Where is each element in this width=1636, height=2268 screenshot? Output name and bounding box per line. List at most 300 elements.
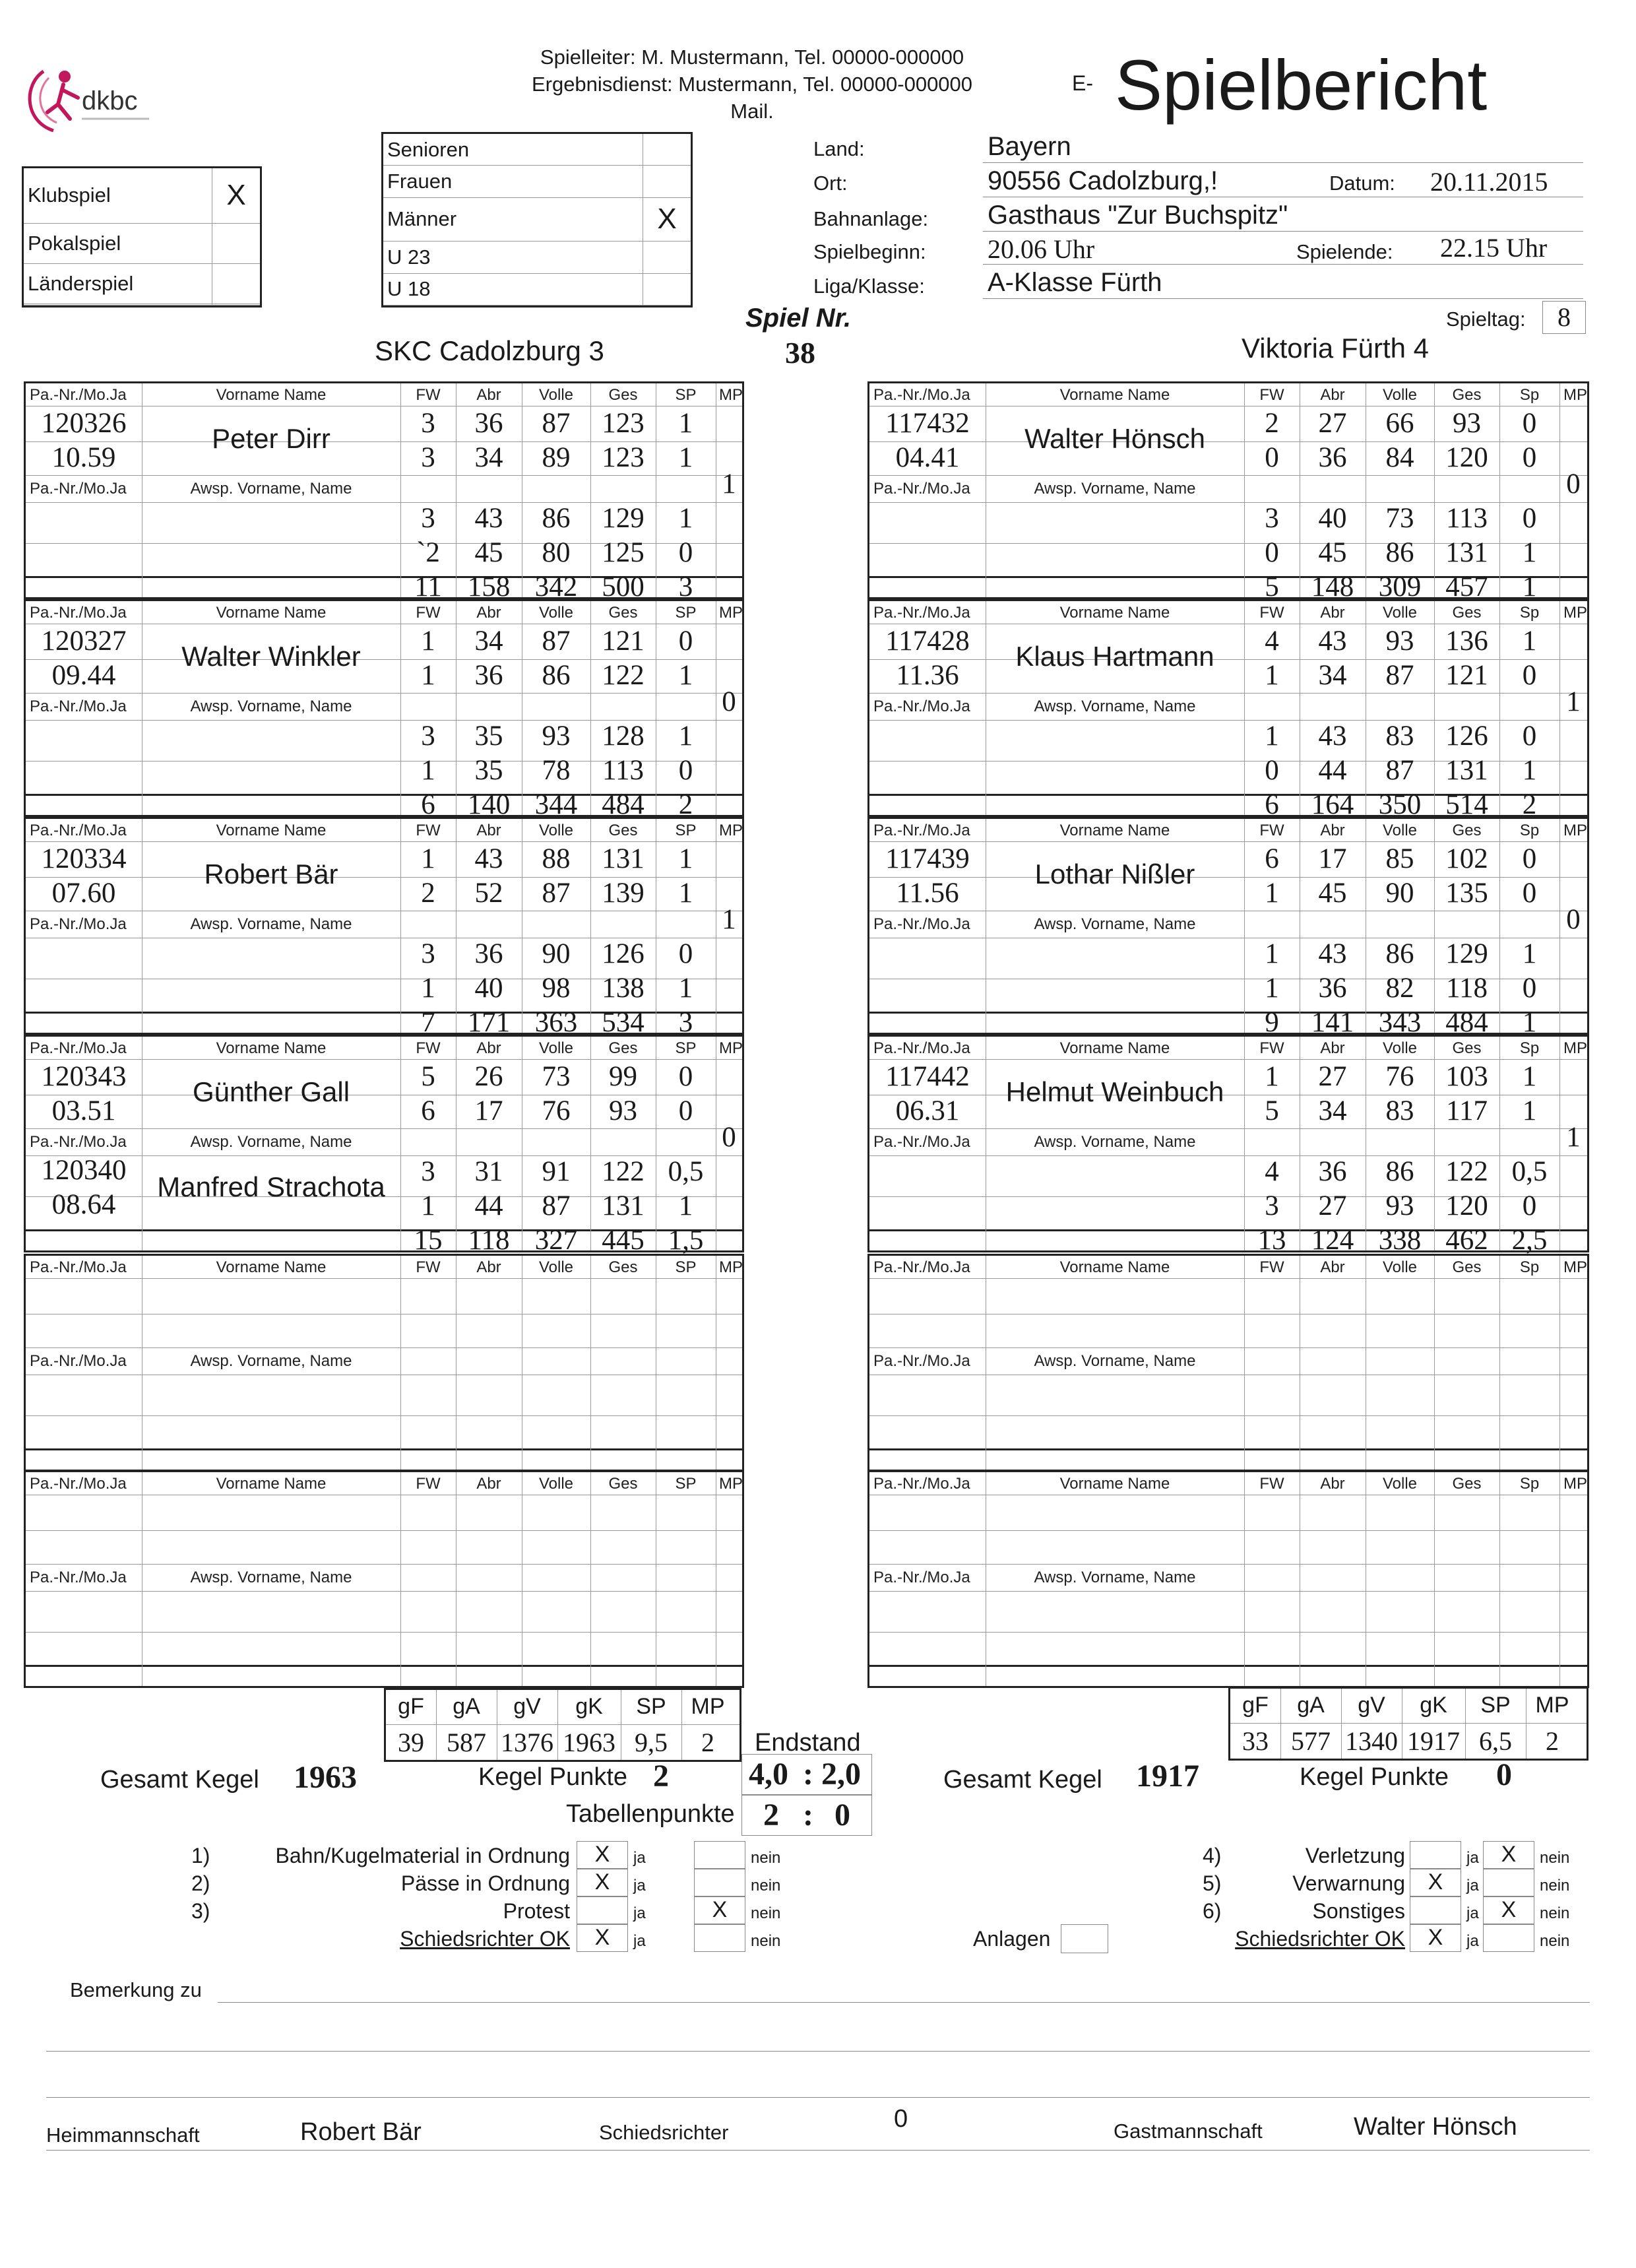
totals-value[interactable]: 9,5 bbox=[635, 1728, 668, 1757]
score-cell[interactable]: 103 bbox=[1445, 1061, 1488, 1092]
totals-value[interactable]: 1963 bbox=[563, 1728, 615, 1757]
spieltag-value[interactable]: 8 bbox=[1542, 301, 1586, 334]
score-cell[interactable]: 102 bbox=[1445, 843, 1488, 874]
player-name[interactable]: Walter Winkler bbox=[181, 641, 361, 672]
totals-value[interactable]: 577 bbox=[1291, 1726, 1331, 1756]
category-mark[interactable]: X bbox=[643, 197, 691, 242]
nein-checkbox[interactable]: X bbox=[694, 1896, 745, 1924]
total-cell[interactable]: 327 bbox=[534, 1225, 578, 1256]
player-month-year[interactable]: 03.51 bbox=[51, 1095, 116, 1126]
score-cell[interactable]: 131 bbox=[602, 1190, 645, 1221]
totals-value[interactable]: 6,5 bbox=[1479, 1726, 1512, 1756]
score-cell[interactable]: 89 bbox=[542, 442, 571, 473]
score-cell[interactable]: 98 bbox=[542, 973, 571, 1004]
score-cell[interactable]: 44 bbox=[474, 1190, 503, 1221]
game-type-mark[interactable] bbox=[212, 264, 261, 304]
category-mark[interactable] bbox=[643, 166, 691, 197]
total-cell[interactable]: 484 bbox=[1445, 1007, 1488, 1038]
score-cell[interactable]: 3 bbox=[421, 721, 435, 752]
score-cell[interactable]: 1 bbox=[421, 626, 435, 657]
total-cell[interactable]: 484 bbox=[602, 789, 645, 820]
score-cell[interactable]: 0 bbox=[678, 626, 693, 657]
total-cell[interactable]: 445 bbox=[602, 1225, 645, 1256]
spiel-nr-value[interactable]: 38 bbox=[785, 336, 815, 370]
player-name[interactable]: Klaus Hartmann bbox=[1015, 641, 1214, 672]
score-cell[interactable]: 1 bbox=[1522, 626, 1537, 657]
totals-value[interactable]: 587 bbox=[447, 1728, 486, 1757]
score-cell[interactable]: 26 bbox=[474, 1061, 503, 1092]
score-cell[interactable]: 136 bbox=[1445, 626, 1488, 657]
nein-checkbox[interactable] bbox=[694, 1924, 745, 1952]
total-cell[interactable]: 344 bbox=[534, 789, 578, 820]
score-cell[interactable]: 27 bbox=[1318, 1061, 1347, 1092]
score-cell[interactable]: 3 bbox=[421, 938, 435, 969]
player-month-year[interactable]: 09.44 bbox=[51, 660, 116, 691]
total-cell[interactable]: 1,5 bbox=[668, 1225, 704, 1256]
score-cell[interactable]: 1 bbox=[678, 408, 693, 439]
score-cell[interactable]: 3 bbox=[421, 1156, 435, 1187]
game-type-mark[interactable]: X bbox=[212, 168, 261, 223]
score-cell[interactable]: 1 bbox=[1265, 660, 1279, 691]
total-cell[interactable]: 363 bbox=[534, 1007, 578, 1038]
score-cell[interactable]: 34 bbox=[1318, 660, 1347, 691]
ja-checkbox[interactable] bbox=[1410, 1896, 1461, 1924]
score-cell[interactable]: 86 bbox=[1385, 938, 1414, 969]
total-cell[interactable]: 140 bbox=[467, 789, 511, 820]
score-cell[interactable]: 3 bbox=[1265, 1190, 1279, 1221]
game-type-mark[interactable] bbox=[212, 304, 261, 306]
endstand-home[interactable]: 4,0 bbox=[749, 1757, 788, 1792]
score-cell[interactable]: 139 bbox=[602, 878, 645, 909]
score-cell[interactable]: 118 bbox=[1446, 973, 1488, 1004]
player-name[interactable]: Robert Bär bbox=[204, 859, 338, 890]
score-cell[interactable]: 1 bbox=[678, 442, 693, 473]
land-value[interactable]: Bayern bbox=[988, 132, 1071, 161]
ja-checkbox[interactable]: X bbox=[577, 1869, 628, 1896]
score-cell[interactable]: 36 bbox=[474, 408, 503, 439]
score-cell[interactable]: 87 bbox=[542, 1190, 571, 1221]
total-cell[interactable]: 343 bbox=[1378, 1007, 1422, 1038]
total-cell[interactable]: 164 bbox=[1311, 789, 1354, 820]
nein-checkbox[interactable]: X bbox=[1483, 1896, 1534, 1924]
total-cell[interactable]: 158 bbox=[467, 571, 511, 602]
total-cell[interactable]: 171 bbox=[467, 1007, 511, 1038]
score-cell[interactable]: 122 bbox=[1445, 1156, 1488, 1187]
total-cell[interactable]: 7 bbox=[421, 1007, 435, 1038]
score-cell[interactable]: 113 bbox=[1446, 503, 1488, 534]
sub-month-year[interactable]: 08.64 bbox=[51, 1189, 116, 1220]
score-cell[interactable]: 6 bbox=[1265, 843, 1279, 874]
total-cell[interactable]: 2 bbox=[1522, 789, 1537, 820]
ja-checkbox[interactable]: X bbox=[577, 1924, 628, 1952]
score-cell[interactable]: 90 bbox=[1385, 878, 1414, 909]
score-cell[interactable]: 1 bbox=[1522, 938, 1537, 969]
score-cell[interactable]: 36 bbox=[474, 938, 503, 969]
endstand-guest[interactable]: 2,0 bbox=[821, 1757, 861, 1792]
score-cell[interactable]: 120 bbox=[1445, 442, 1488, 473]
score-cell[interactable]: 121 bbox=[1445, 660, 1488, 691]
player-month-year[interactable]: 04.41 bbox=[895, 442, 960, 473]
score-cell[interactable]: 86 bbox=[1385, 537, 1414, 568]
score-cell[interactable]: 34 bbox=[474, 626, 503, 657]
anlagen-box[interactable] bbox=[1061, 1924, 1108, 1953]
total-cell[interactable]: 2,5 bbox=[1511, 1225, 1548, 1256]
score-cell[interactable]: 131 bbox=[1445, 537, 1488, 568]
player-month-year[interactable]: 10.59 bbox=[51, 442, 116, 473]
score-cell[interactable]: 88 bbox=[542, 843, 571, 874]
score-cell[interactable]: 0 bbox=[1522, 408, 1537, 439]
score-cell[interactable]: 17 bbox=[1318, 843, 1347, 874]
score-cell[interactable]: 99 bbox=[609, 1061, 637, 1092]
total-cell[interactable]: 124 bbox=[1311, 1225, 1354, 1256]
score-cell[interactable]: 123 bbox=[602, 442, 645, 473]
score-cell[interactable]: 1 bbox=[421, 660, 435, 691]
total-cell[interactable]: 1 bbox=[1522, 571, 1537, 602]
total-cell[interactable]: 2 bbox=[678, 789, 693, 820]
score-cell[interactable]: 43 bbox=[1318, 626, 1347, 657]
score-cell[interactable]: 82 bbox=[1385, 973, 1414, 1004]
score-cell[interactable]: 0 bbox=[1522, 878, 1537, 909]
score-cell[interactable]: 40 bbox=[1318, 503, 1347, 534]
sub-pass-number[interactable]: 120340 bbox=[41, 1155, 127, 1186]
ja-checkbox[interactable]: X bbox=[577, 1841, 628, 1869]
score-cell[interactable]: 27 bbox=[1318, 408, 1347, 439]
score-cell[interactable]: 87 bbox=[542, 408, 571, 439]
player-pass-number[interactable]: 117439 bbox=[885, 843, 970, 874]
score-cell[interactable]: 0 bbox=[1522, 843, 1537, 874]
score-cell[interactable]: 80 bbox=[542, 537, 571, 568]
player-pass-number[interactable]: 117432 bbox=[885, 408, 970, 439]
score-cell[interactable]: 86 bbox=[542, 503, 571, 534]
player-name[interactable]: Peter Dirr bbox=[212, 423, 330, 454]
score-cell[interactable]: 36 bbox=[1318, 1156, 1347, 1187]
player-month-year[interactable]: 11.36 bbox=[896, 660, 959, 691]
total-cell[interactable]: 514 bbox=[1445, 789, 1488, 820]
player-pass-number[interactable]: 117442 bbox=[885, 1061, 970, 1092]
score-cell[interactable]: 0 bbox=[678, 1095, 693, 1126]
score-cell[interactable]: 1 bbox=[678, 843, 693, 874]
totals-value[interactable]: 1917 bbox=[1407, 1726, 1460, 1756]
score-cell[interactable]: 45 bbox=[1318, 537, 1347, 568]
score-cell[interactable]: 120 bbox=[1445, 1190, 1488, 1221]
fw-header: FW bbox=[416, 1039, 441, 1057]
total-cell[interactable]: 457 bbox=[1445, 571, 1488, 602]
player-name[interactable]: Helmut Weinbuch bbox=[1005, 1076, 1224, 1107]
total-cell[interactable]: 338 bbox=[1378, 1225, 1422, 1256]
score-cell[interactable]: 40 bbox=[474, 973, 503, 1004]
score-cell[interactable]: 1 bbox=[678, 503, 693, 534]
score-cell[interactable]: 1 bbox=[1522, 755, 1537, 786]
col-divider bbox=[590, 1472, 591, 1686]
ja-checkbox[interactable] bbox=[1410, 1841, 1461, 1869]
score-cell[interactable]: 0 bbox=[1522, 721, 1537, 752]
score-cell[interactable]: 27 bbox=[1318, 1190, 1347, 1221]
totals-value[interactable]: 2 bbox=[701, 1728, 714, 1757]
totals-value[interactable]: 2 bbox=[1546, 1726, 1559, 1756]
score-cell[interactable]: 129 bbox=[1445, 938, 1488, 969]
score-cell[interactable]: 0 bbox=[1522, 660, 1537, 691]
score-cell[interactable]: 1 bbox=[1522, 537, 1537, 568]
spielende-value[interactable]: 22.15 Uhr bbox=[1440, 233, 1548, 263]
score-cell[interactable]: 44 bbox=[1318, 755, 1347, 786]
score-cell[interactable]: 73 bbox=[542, 1061, 571, 1092]
score-cell[interactable]: 43 bbox=[1318, 938, 1347, 969]
score-cell[interactable]: 2 bbox=[1265, 408, 1279, 439]
score-cell[interactable]: 87 bbox=[542, 878, 571, 909]
nein-checkbox[interactable] bbox=[694, 1869, 745, 1896]
player-name[interactable]: Günther Gall bbox=[192, 1076, 350, 1107]
score-cell[interactable]: 93 bbox=[609, 1095, 637, 1126]
score-cell[interactable]: 129 bbox=[602, 503, 645, 534]
category-mark[interactable] bbox=[643, 273, 691, 305]
total-cell[interactable]: 500 bbox=[602, 571, 645, 602]
score-cell[interactable]: 1 bbox=[1265, 721, 1279, 752]
totals-value[interactable]: 33 bbox=[1242, 1726, 1269, 1756]
total-cell[interactable]: 148 bbox=[1311, 571, 1354, 602]
score-cell[interactable]: 1 bbox=[678, 721, 693, 752]
score-cell[interactable]: 76 bbox=[1385, 1061, 1414, 1092]
score-cell[interactable]: 1 bbox=[1265, 973, 1279, 1004]
score-cell[interactable]: 138 bbox=[602, 973, 645, 1004]
category-mark[interactable] bbox=[643, 134, 691, 166]
score-cell[interactable]: 1 bbox=[421, 973, 435, 1004]
total-cell[interactable]: 15 bbox=[414, 1225, 443, 1256]
score-cell[interactable]: 1 bbox=[1522, 1095, 1537, 1126]
score-cell[interactable]: 86 bbox=[1385, 1156, 1414, 1187]
score-cell[interactable]: 76 bbox=[542, 1095, 571, 1126]
score-cell[interactable]: 17 bbox=[474, 1095, 503, 1126]
nein-checkbox[interactable] bbox=[694, 1841, 745, 1869]
score-cell[interactable]: 131 bbox=[1445, 755, 1488, 786]
datum-value[interactable]: 20.11.2015 bbox=[1430, 167, 1548, 197]
heim-signature[interactable]: Robert Bär bbox=[300, 2118, 422, 2146]
category-mark[interactable] bbox=[643, 242, 691, 273]
score-cell[interactable]: 1 bbox=[421, 1190, 435, 1221]
mp-value[interactable]: 0 bbox=[722, 686, 736, 717]
score-cell[interactable]: 66 bbox=[1385, 408, 1414, 439]
score-cell[interactable]: 0 bbox=[1522, 1190, 1537, 1221]
total-cell[interactable]: 141 bbox=[1311, 1007, 1354, 1038]
player-name[interactable]: Lothar Nißler bbox=[1034, 859, 1195, 890]
ja-checkbox[interactable]: X bbox=[1410, 1924, 1461, 1952]
ja-checkbox[interactable]: X bbox=[1410, 1869, 1461, 1896]
score-cell[interactable]: 0,5 bbox=[668, 1156, 704, 1187]
score-cell[interactable]: 78 bbox=[542, 755, 571, 786]
score-cell[interactable]: 43 bbox=[1318, 721, 1347, 752]
score-cell[interactable]: 3 bbox=[1265, 503, 1279, 534]
score-cell[interactable]: 126 bbox=[1445, 721, 1488, 752]
schiedsrichter-signature[interactable]: 0 bbox=[894, 2105, 908, 2133]
score-cell[interactable]: 123 bbox=[602, 408, 645, 439]
score-cell[interactable]: 2 bbox=[421, 878, 435, 909]
bahnanlage-value[interactable]: Gasthaus "Zur Buchspitz" bbox=[988, 201, 1288, 230]
score-cell[interactable]: 36 bbox=[474, 660, 503, 691]
player-pass-number[interactable]: 120343 bbox=[41, 1061, 127, 1092]
score-cell[interactable]: 31 bbox=[474, 1156, 503, 1187]
score-cell[interactable]: 1 bbox=[678, 1190, 693, 1221]
mp-value[interactable]: 0 bbox=[722, 1122, 736, 1153]
score-cell[interactable]: 0,5 bbox=[1511, 1156, 1548, 1187]
score-cell[interactable]: 0 bbox=[678, 755, 693, 786]
mp-value[interactable]: 0 bbox=[1566, 469, 1581, 500]
abr-header: Abr bbox=[476, 604, 501, 622]
total-cell[interactable]: 5 bbox=[1265, 571, 1279, 602]
mp-value[interactable]: 1 bbox=[722, 904, 736, 935]
score-cell[interactable]: 131 bbox=[602, 843, 645, 874]
player-month-year[interactable]: 07.60 bbox=[51, 878, 116, 909]
ort-value[interactable]: 90556 Cadolzburg,! bbox=[988, 166, 1218, 195]
player-pass-number[interactable]: 120327 bbox=[41, 626, 127, 657]
score-cell[interactable]: 34 bbox=[1318, 1095, 1347, 1126]
score-cell[interactable]: 3 bbox=[421, 442, 435, 473]
score-cell[interactable]: 1 bbox=[678, 878, 693, 909]
score-cell[interactable]: 91 bbox=[542, 1156, 571, 1187]
score-cell[interactable]: 0 bbox=[1522, 442, 1537, 473]
score-cell[interactable]: 1 bbox=[1522, 1061, 1537, 1092]
guest-kegelpunkte-value[interactable]: 0 bbox=[1496, 1757, 1512, 1792]
game-type-mark[interactable] bbox=[212, 223, 261, 263]
total-cell[interactable]: 462 bbox=[1445, 1225, 1488, 1256]
score-cell[interactable]: 4 bbox=[1265, 626, 1279, 657]
score-cell[interactable]: 6 bbox=[421, 1095, 435, 1126]
score-cell[interactable]: 121 bbox=[602, 626, 645, 657]
score-cell[interactable]: 86 bbox=[542, 660, 571, 691]
score-cell[interactable]: 3 bbox=[421, 408, 435, 439]
totals-value[interactable]: 1376 bbox=[501, 1728, 553, 1757]
score-cell[interactable]: 5 bbox=[421, 1061, 435, 1092]
score-cell[interactable]: 1 bbox=[1265, 1061, 1279, 1092]
totals-value[interactable]: 39 bbox=[398, 1728, 424, 1757]
score-cell[interactable]: 84 bbox=[1385, 442, 1414, 473]
score-cell[interactable]: 85 bbox=[1385, 843, 1414, 874]
score-cell[interactable]: 3 bbox=[421, 503, 435, 534]
mp-value[interactable]: 1 bbox=[722, 469, 736, 500]
total-cell[interactable]: 1 bbox=[1522, 1007, 1537, 1038]
total-cell[interactable]: 9 bbox=[1265, 1007, 1279, 1038]
score-cell[interactable]: 4 bbox=[1265, 1156, 1279, 1187]
score-cell[interactable]: 43 bbox=[474, 503, 503, 534]
score-cell[interactable]: 73 bbox=[1385, 503, 1414, 534]
home-kegelpunkte-value[interactable]: 2 bbox=[653, 1759, 669, 1794]
tabellenpunkte-home[interactable]: 2 bbox=[763, 1798, 779, 1832]
spielbeginn-value[interactable]: 20.06 Uhr bbox=[988, 234, 1095, 264]
score-cell[interactable]: 35 bbox=[474, 721, 503, 752]
guest-gesamt-value[interactable]: 1917 bbox=[1136, 1759, 1199, 1794]
score-cell[interactable]: `2 bbox=[416, 537, 440, 568]
totals-divider bbox=[1230, 1723, 1587, 1724]
liga-value[interactable]: A-Klasse Fürth bbox=[988, 268, 1162, 297]
mp-value[interactable]: 0 bbox=[1566, 904, 1581, 935]
total-cell[interactable]: 118 bbox=[468, 1225, 510, 1256]
score-cell[interactable]: 1 bbox=[678, 973, 693, 1004]
total-cell[interactable]: 3 bbox=[678, 1007, 693, 1038]
score-cell[interactable]: 0 bbox=[678, 938, 693, 969]
score-cell[interactable]: 43 bbox=[474, 843, 503, 874]
total-cell[interactable]: 534 bbox=[602, 1007, 645, 1038]
total-cell[interactable]: 11 bbox=[414, 571, 442, 602]
score-cell[interactable]: 0 bbox=[1522, 973, 1537, 1004]
ja-checkbox[interactable] bbox=[577, 1896, 628, 1924]
score-cell[interactable]: 93 bbox=[1453, 408, 1481, 439]
score-cell[interactable]: 45 bbox=[474, 537, 503, 568]
player-pass-number[interactable]: 120326 bbox=[41, 408, 127, 439]
score-cell[interactable]: 1 bbox=[1265, 878, 1279, 909]
nein-checkbox[interactable] bbox=[1483, 1924, 1534, 1952]
total-cell[interactable]: 342 bbox=[534, 571, 578, 602]
score-cell[interactable]: 0 bbox=[1522, 503, 1537, 534]
score-cell[interactable]: 83 bbox=[1385, 1095, 1414, 1126]
player-name[interactable]: Walter Hönsch bbox=[1024, 423, 1205, 454]
score-cell[interactable]: 1 bbox=[421, 755, 435, 786]
score-cell[interactable]: 35 bbox=[474, 755, 503, 786]
score-cell[interactable]: 122 bbox=[602, 1156, 645, 1187]
total-cell[interactable]: 6 bbox=[421, 789, 435, 820]
score-cell[interactable]: 45 bbox=[1318, 878, 1347, 909]
score-cell[interactable]: 87 bbox=[1385, 660, 1414, 691]
mp-value[interactable]: 1 bbox=[1566, 686, 1581, 717]
total-cell[interactable]: 3 bbox=[678, 571, 693, 602]
player-month-year[interactable]: 06.31 bbox=[895, 1095, 960, 1126]
score-cell[interactable]: 36 bbox=[1318, 973, 1347, 1004]
tabellenpunkte-guest[interactable]: 0 bbox=[834, 1798, 850, 1832]
total-cell[interactable]: 350 bbox=[1378, 789, 1422, 820]
score-cell[interactable]: 117 bbox=[1446, 1095, 1488, 1126]
score-cell[interactable]: 36 bbox=[1318, 442, 1347, 473]
score-cell[interactable]: 128 bbox=[602, 721, 645, 752]
check-number: 4) bbox=[1203, 1844, 1222, 1867]
score-cell[interactable]: 0 bbox=[678, 1061, 693, 1092]
score-cell[interactable]: 113 bbox=[602, 755, 644, 786]
total-cell[interactable]: 309 bbox=[1378, 571, 1422, 602]
score-cell[interactable]: 93 bbox=[1385, 1190, 1414, 1221]
player-pass-number[interactable]: 120334 bbox=[41, 843, 127, 874]
home-gesamt-value[interactable]: 1963 bbox=[294, 1760, 357, 1795]
totals-value[interactable]: 1340 bbox=[1345, 1726, 1398, 1756]
player-pass-number[interactable]: 117428 bbox=[885, 626, 970, 657]
score-cell[interactable]: 83 bbox=[1385, 721, 1414, 752]
score-cell[interactable]: 1 bbox=[1265, 938, 1279, 969]
score-cell[interactable]: 93 bbox=[542, 721, 571, 752]
score-cell[interactable]: 0 bbox=[678, 537, 693, 568]
score-cell[interactable]: 5 bbox=[1265, 1095, 1279, 1126]
score-cell[interactable]: 135 bbox=[1445, 878, 1488, 909]
nein-checkbox[interactable]: X bbox=[1483, 1841, 1534, 1869]
nein-checkbox[interactable] bbox=[1483, 1869, 1534, 1896]
player-month-year[interactable]: 11.56 bbox=[896, 878, 959, 909]
mp-header: MP bbox=[719, 822, 743, 839]
score-cell[interactable]: 93 bbox=[1385, 626, 1414, 657]
score-cell[interactable]: 122 bbox=[602, 660, 645, 691]
gast-signature[interactable]: Walter Hönsch bbox=[1354, 2113, 1517, 2141]
score-cell[interactable]: 90 bbox=[542, 938, 571, 969]
sub-player-name[interactable]: Manfred Strachota bbox=[157, 1171, 385, 1202]
score-cell[interactable]: 1 bbox=[678, 660, 693, 691]
score-cell[interactable]: 0 bbox=[1265, 537, 1279, 568]
score-cell[interactable]: 1 bbox=[421, 843, 435, 874]
mp-value[interactable]: 1 bbox=[1566, 1122, 1581, 1153]
score-cell[interactable]: 125 bbox=[602, 537, 645, 568]
score-cell[interactable]: 0 bbox=[1265, 442, 1279, 473]
score-cell[interactable]: 52 bbox=[474, 878, 503, 909]
score-cell[interactable]: 0 bbox=[1265, 755, 1279, 786]
score-cell[interactable]: 87 bbox=[1385, 755, 1414, 786]
score-cell[interactable]: 126 bbox=[602, 938, 645, 969]
total-cell[interactable]: 13 bbox=[1257, 1225, 1286, 1256]
total-cell[interactable]: 6 bbox=[1265, 789, 1279, 820]
pa-label: Pa.-Nr./Mo.Ja bbox=[30, 1039, 127, 1057]
score-cell[interactable]: 87 bbox=[542, 626, 571, 657]
score-cell[interactable]: 34 bbox=[474, 442, 503, 473]
